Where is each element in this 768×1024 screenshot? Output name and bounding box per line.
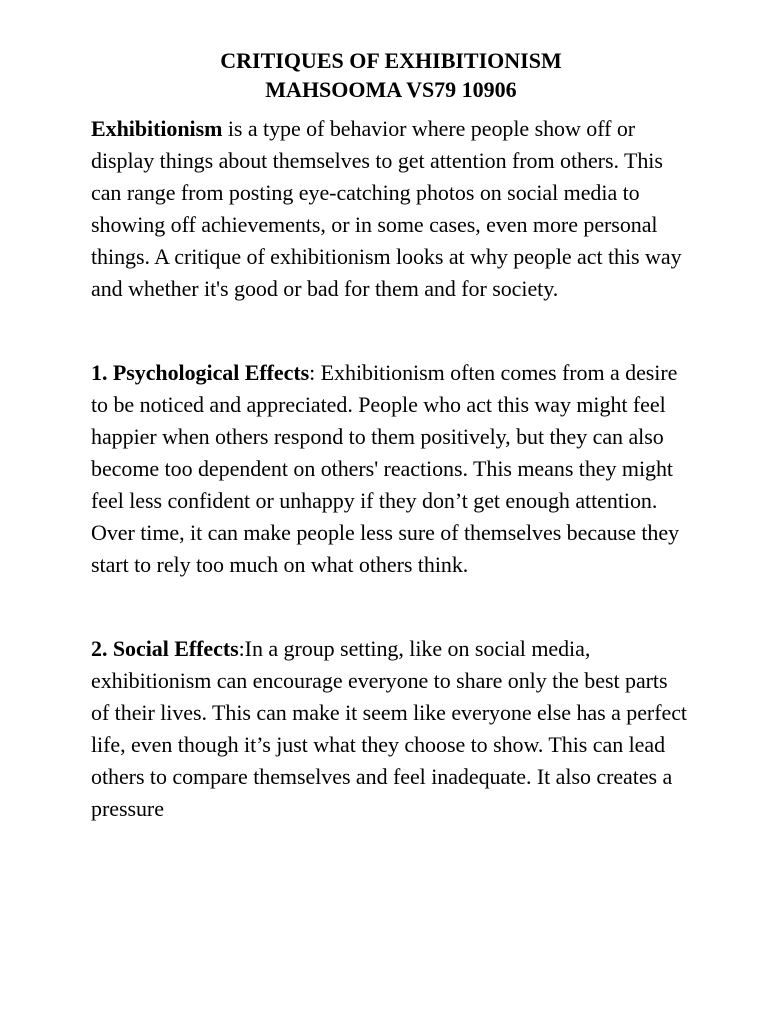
section-heading: 2. Social Effects — [91, 636, 239, 661]
intro-paragraph — [91, 113, 691, 305]
document-page — [91, 46, 691, 825]
intro-text: is a type of behavior where people show off or display things about themselves to get attention from others. This can range from posting eye-catching photos on social media to showing off achievements, or in some cases, even more personal things. A critique of exhibitionism looks at why people act this way and whether it's good or bad for them and for society. — [91, 116, 682, 301]
document-subtitle: MAHSOOMA VS79 10906 — [265, 77, 517, 102]
document-title: CRITIQUES OF EXHIBITIONISM — [220, 48, 562, 73]
paragraph-spacer — [91, 305, 691, 357]
section-heading: 1. Psychological Effects — [91, 360, 310, 385]
section-social-effects — [91, 633, 691, 825]
document-title-block — [91, 46, 691, 104]
paragraph-spacer — [91, 581, 691, 633]
section-text: : Exhibitionism often comes from a desire to be noticed and appreciated. People who act this way might feel happier when others respond to them positively, but they can also become too dependent on others' reactions. This means they might feel less confident or unhappy if they don’t get enough attention. Over time, it can make people less sure of themselves because they start to rely too much on what others think. — [91, 360, 680, 577]
section-text: :In a group setting, like on social media, exhibitionism can encourage everyone to share only the best parts of their lives. This can make it seem like everyone else has a perfect life, even though it’s just what they choose to show. This can lead others to compare themselves and feel inadequate. It also creates a pressure — [91, 636, 687, 821]
intro-term: Exhibitionism — [91, 116, 223, 141]
section-psychological-effects — [91, 357, 691, 581]
